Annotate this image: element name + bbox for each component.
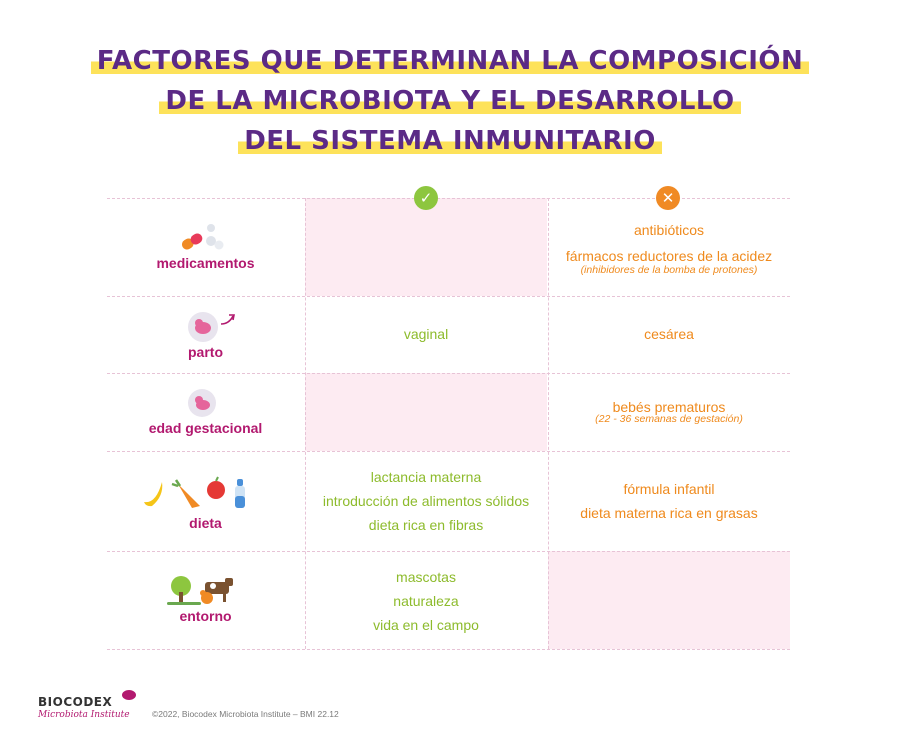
negative-item: fórmula infantil <box>623 481 715 497</box>
apple-icon <box>207 477 225 499</box>
row-label-dieta: dieta <box>189 515 222 531</box>
row-divider <box>107 296 790 297</box>
negative-note: (inhibidores de la bomba de protones) <box>580 264 758 276</box>
page-title <box>0 44 900 164</box>
carrot-icon <box>172 480 200 508</box>
pills-icon <box>179 223 229 253</box>
row-label-medicamentos: medicamentos <box>156 255 255 271</box>
title-line-1: FACTORES QUE DETERMINAN LA COMPOSICIÓN <box>91 44 809 78</box>
positive-item: introducción de alimentos sólidos <box>322 493 530 509</box>
banana-icon <box>144 482 162 506</box>
factors-table <box>107 190 790 649</box>
positive-item: naturaleza <box>393 593 459 609</box>
positive-item: mascotas <box>396 569 456 585</box>
logo-mark-icon <box>122 690 136 700</box>
negative-cell-edad-gestacional <box>548 395 790 425</box>
negative-cell-parto <box>548 322 790 346</box>
cross-icon: ✕ <box>656 186 680 210</box>
row-label-entorno: entorno <box>179 608 232 624</box>
negative-cell-medicamentos <box>548 218 790 276</box>
negative-item: fármacos reductores de la acidez <box>565 248 773 264</box>
negative-cell-dieta <box>548 477 790 525</box>
empty-positive-cell-medicamentos <box>305 198 547 296</box>
row-divider <box>107 551 790 552</box>
negative-note: (22 - 36 semanas de gestación) <box>595 413 743 425</box>
biocodex-logo <box>38 693 130 720</box>
positive-cell-parto <box>305 322 547 346</box>
positive-cell-entorno <box>305 565 547 637</box>
row-divider <box>107 373 790 374</box>
row-divider <box>107 649 790 650</box>
copyright-text: ©2022, Biocodex Microbiota Institute – BMI 22.12 <box>152 709 339 719</box>
empty-negative-cell-entorno <box>548 551 790 649</box>
negative-item: dieta materna rica en grasas <box>580 505 758 521</box>
negative-item: bebés prematuros <box>612 399 726 415</box>
empty-positive-cell-edad <box>305 373 547 451</box>
baby-bottle-icon <box>235 479 245 508</box>
nature-animals-icon <box>167 574 239 608</box>
title-line-3: DEL SISTEMA INMUNITARIO <box>238 124 662 158</box>
positive-item: vaginal <box>403 326 449 342</box>
row-label-parto: parto <box>188 344 223 360</box>
negative-item: cesárea <box>644 326 694 342</box>
title-line-2: DE LA MICROBIOTA Y EL DESARROLLO <box>159 84 740 118</box>
row-divider <box>107 451 790 452</box>
food-icons <box>140 476 250 510</box>
baby-birth-icon <box>183 310 239 344</box>
row-divider <box>107 198 790 199</box>
negative-item: antibióticos <box>633 222 705 238</box>
check-icon: ✓ <box>414 186 438 210</box>
row-label-edad-gestacional: edad gestacional <box>148 420 263 436</box>
positive-cell-dieta <box>305 465 547 537</box>
fetus-icon <box>185 388 219 418</box>
positive-item: vida en el campo <box>373 617 479 633</box>
positive-item: lactancia materna <box>370 469 482 485</box>
logo-wordmark: BIOCODEX <box>38 695 113 709</box>
logo-subtitle: Microbiota Institute <box>38 710 130 720</box>
positive-item: dieta rica en fibras <box>368 517 484 533</box>
